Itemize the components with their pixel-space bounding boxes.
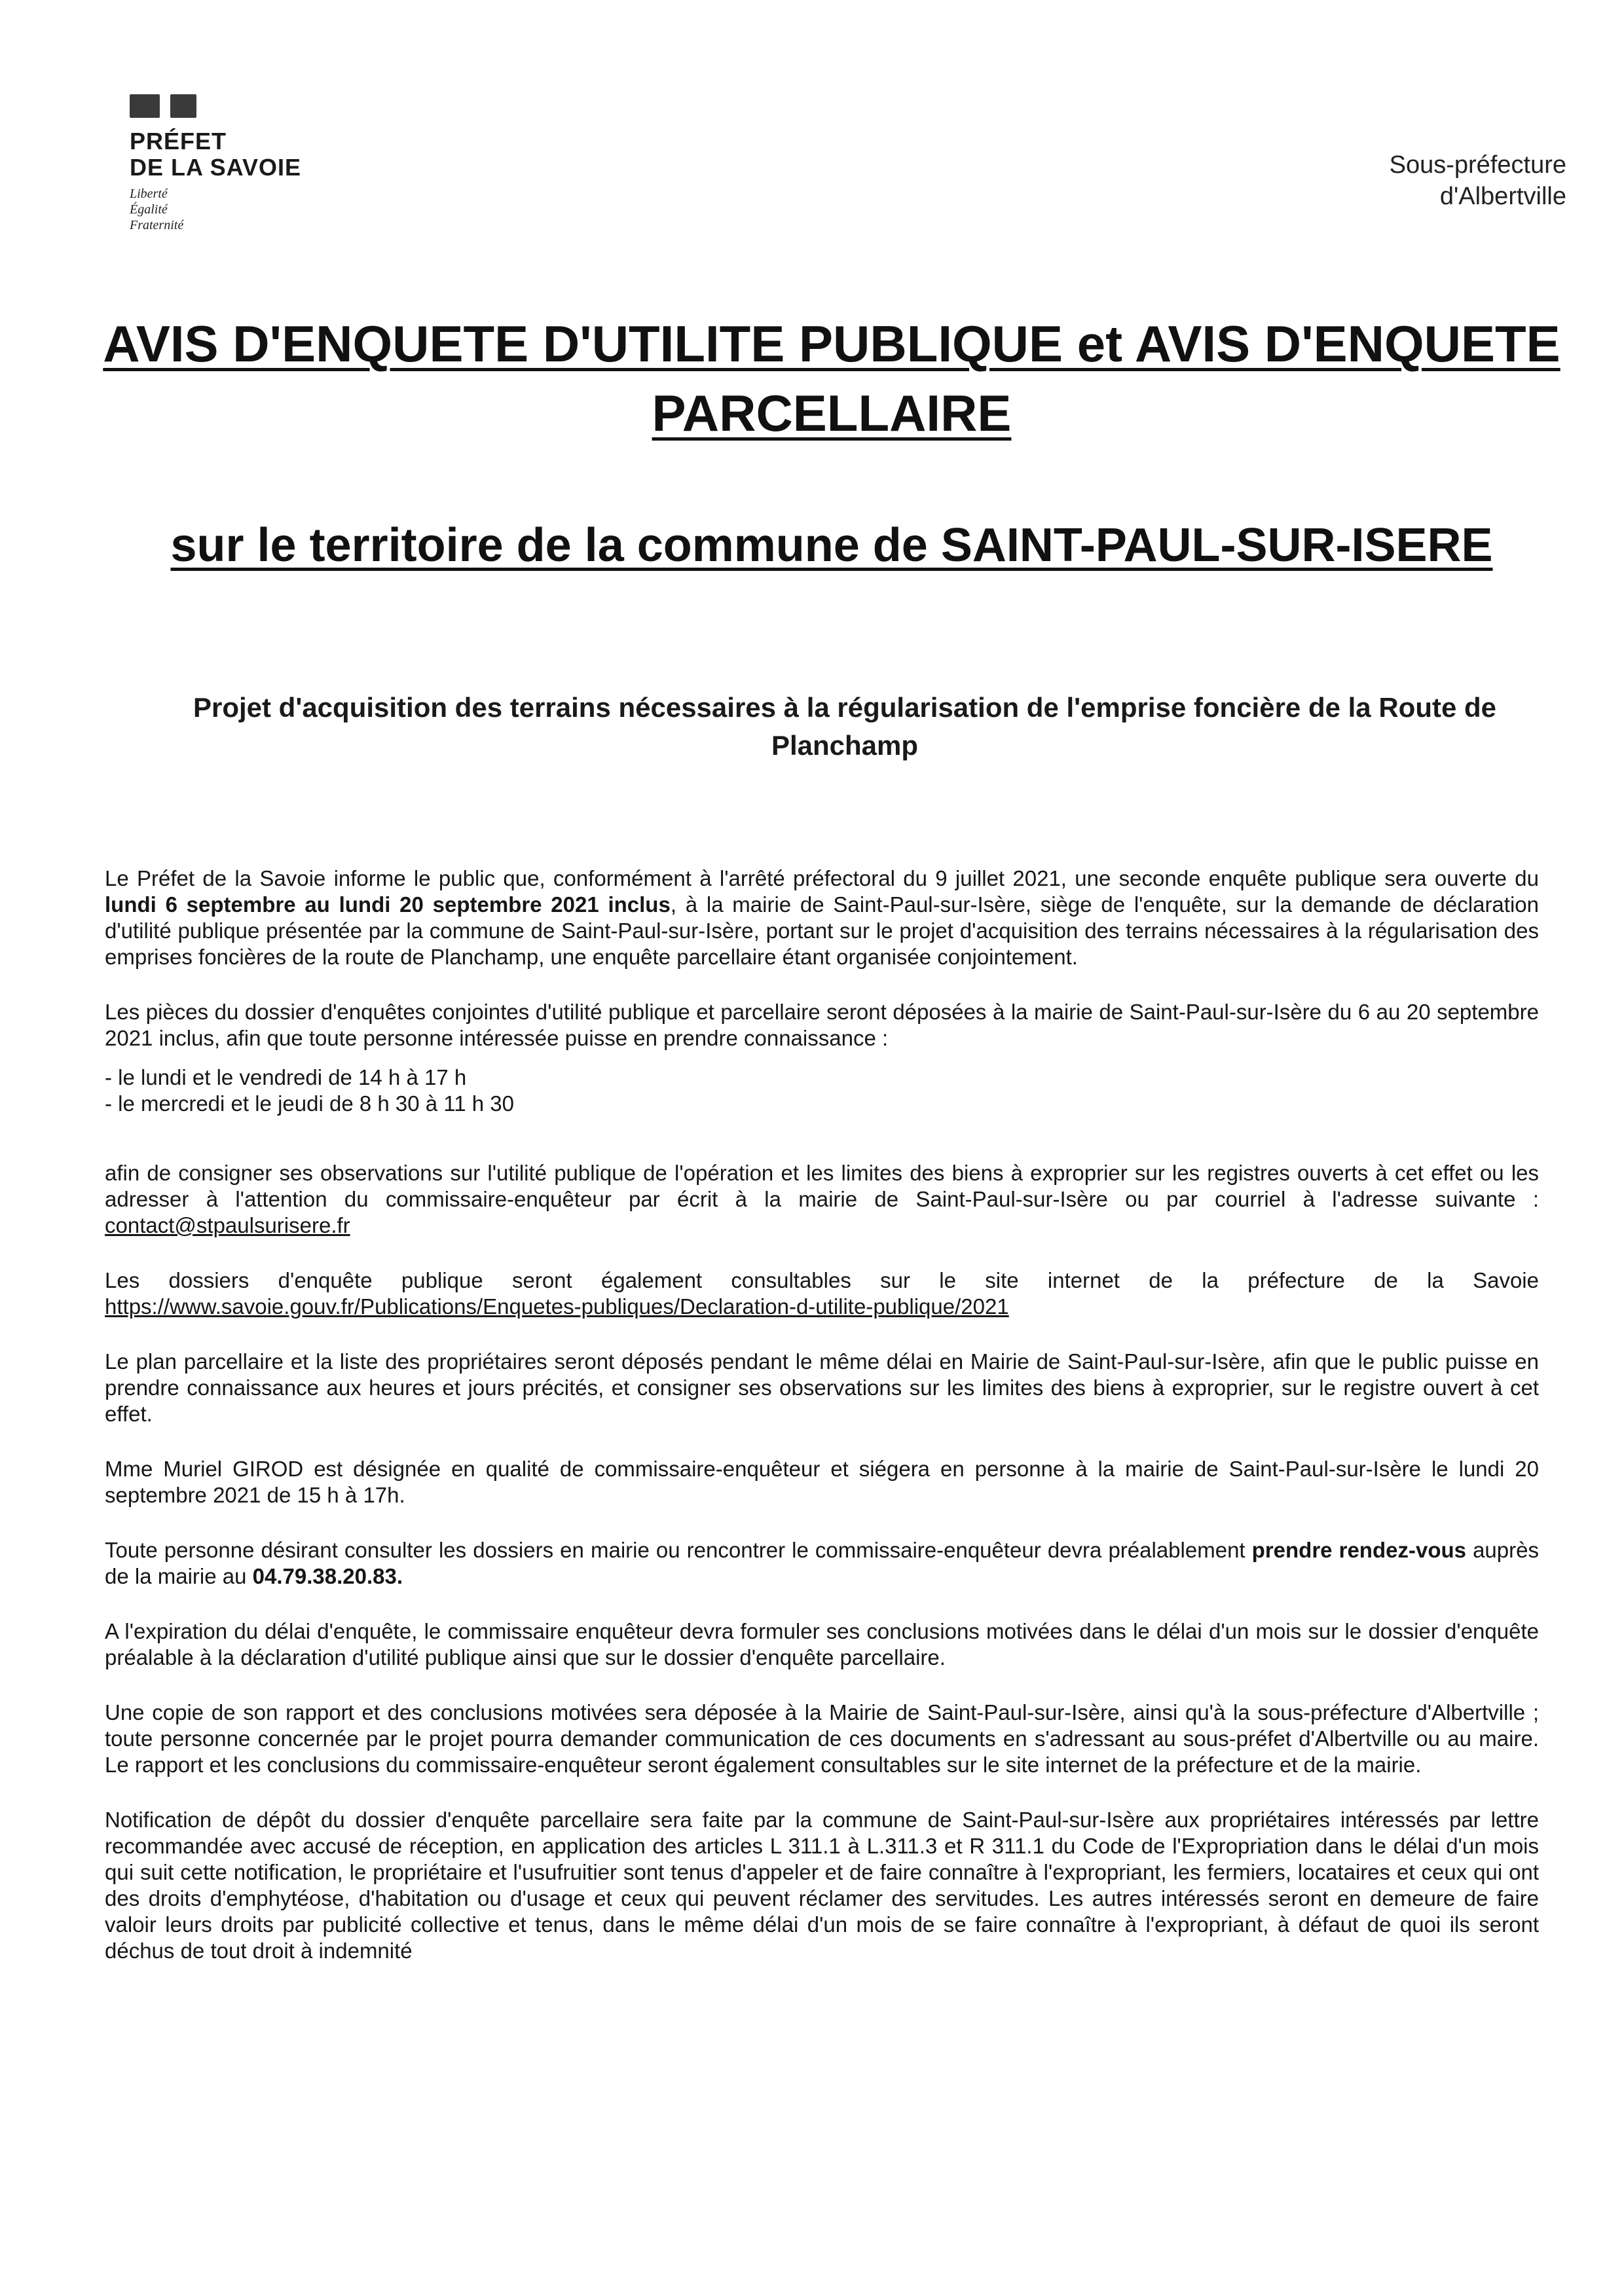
inquiry-dates: lundi 6 septembre au lundi 20 septembre 2021 inclus: [105, 892, 671, 917]
notice-subtitle: sur le territoire de la commune de SAINT-PAUL-SUR-ISERE: [170, 519, 1493, 572]
prefecture-url-link[interactable]: https://www.savoie.gouv.fr/Publications/Enquetes-publiques/Declaration-d-utilite-publique/2021: [105, 1294, 1009, 1319]
republic-motto: [130, 186, 301, 233]
motto-fraternite: Fraternité: [130, 218, 184, 232]
marianne-logo-icon: [130, 90, 202, 120]
sous-prefecture-line-2: d'Albertville: [1439, 183, 1566, 210]
institution-line-1: PRÉFET: [130, 128, 227, 155]
prefet-logo-block: [130, 90, 301, 233]
paragraph-commissaire: Mme Muriel GIROD est désignée en qualité de commissaire-enquêteur et siégera en personne à la mairie de Saint-Paul-sur-Isère le lundi 20 septembre 2021 de 15 h à 17h.: [105, 1457, 1539, 1507]
notice-main-title: AVIS D'ENQUETE D'UTILITE PUBLIQUE et AVIS D'ENQUETE PARCELLAIRE: [103, 315, 1560, 442]
opening-hours-list: [105, 1065, 1539, 1117]
contact-email-link[interactable]: contact@stpaulsurisere.fr: [105, 1213, 350, 1237]
paragraph-observations: afin de consigner ses observations sur l'utilité publique de l'opération et les limites des biens à exproprier sur les registres ouverts à cet effet ou les adresser à l'attention du commissaire-enquêteur par écrit à la mairie de Saint-Paul-sur-Isère ou par courriel à l'adresse suivante : contact@stpaulsurisere.fr: [105, 1161, 1539, 1237]
list-item: - le mercredi et le jeudi de 8 h 30 à 11 h 30: [105, 1091, 514, 1116]
motto-egalite: Égalité: [130, 202, 168, 217]
list-item: - le lundi et le vendredi de 14 h à 17 h: [105, 1065, 467, 1089]
paragraph-expiration: A l'expiration du délai d'enquête, le commissaire enquêteur devra formuler ses conclusions motivées dans le délai d'un mois sur le dossier d'enquête préalable à la déclaration d'utilité publique ainsi que sur le dossier d'enquête parcellaire.: [105, 1619, 1539, 1669]
institution-name: [130, 128, 301, 181]
paragraph-dossier: Les pièces du dossier d'enquêtes conjointes d'utilité publique et parcellaire seront déposées à la mairie de Saint-Paul-sur-Isère du 6 au 20 septembre 2021 inclus, afin que toute personne intéressée puisse en prendre connaissance :: [105, 1000, 1539, 1050]
paragraph-rendez-vous: Toute personne désirant consulter les dossiers en mairie ou rencontrer le commissaire-enquêteur devra préalablement prendre rendez-vous auprès de la mairie au 04.79.38.20.83.: [105, 1538, 1539, 1588]
mairie-phone: 04.79.38.20.83.: [252, 1564, 403, 1588]
sous-prefecture-label: [1173, 149, 1566, 212]
paragraph-plan-parcellaire: Le plan parcellaire et la liste des propriétaires seront déposés pendant le même délai en Mairie de Saint-Paul-sur-Isère, afin que le public puisse en prendre connaissance aux heures et jours précités, et consigner ses observations sur les limites des biens à exproprier, sur le registre ouvert à cet effet.: [105, 1349, 1539, 1426]
project-title: Projet d'acquisition des terrains nécessaires à la régularisation de l'emprise foncière de la Route de Planchamp: [193, 692, 1497, 761]
paragraph-notification: Notification de dépôt du dossier d'enquête parcellaire sera faite par la commune de Saint-Paul-sur-Isère aux propriétaires intéressés par lettre recommandée avec accusé de réception, en application des articles L 311.1 à L.311.3 et R 311.1 du Code de l'Expropriation dans le délai d'un mois qui suit cette notification, le propriétaire et l'usufruitier sont tenus d'appeler et de faire connaître à l'expropriant, les fermiers, locataires et ceux qui ont des droits d'emphytéose, d'habitation ou d'usage et ceux qui peuvent réclamer des servitudes. Les autres intéressés seront en demeure de faire valoir leurs droits par publicité collective et tenus, dans le même délai d'un mois de se faire connaître à l'expropriant, à défaut de quoi ils seront déchus de tout droit à indemnité: [105, 1808, 1539, 1963]
motto-liberte: Liberté: [130, 187, 168, 201]
paragraph-rapport: Une copie de son rapport et des conclusions motivées sera déposée à la Mairie de Saint-Paul-sur-Isère, ainsi qu'à la sous-préfecture d'Albertville ; toute personne concernée par le projet pourra demander communication de ces documents en s'adressant au sous-préfet d'Albertville ou au maire. Le rapport et les conclusions du commissaire-enquêteur seront également consultables sur le site internet de la préfecture et de la mairie.: [105, 1700, 1539, 1777]
paragraph-website: Les dossiers d'enquête publique seront également consultables sur le site internet de la préfecture de la Savoie https://www.savoie.gouv.fr/Publications/Enquetes-publiques/Declaration-d-utilite-publique/2021: [105, 1268, 1539, 1319]
institution-line-2: DE LA SAVOIE: [130, 154, 302, 181]
sous-prefecture-line-1: Sous-préfecture: [1389, 151, 1566, 179]
paragraph-intro: Le Préfet de la Savoie informe le public que, conformément à l'arrêté préfectoral du 9 juillet 2021, une seconde enquête publique sera ouverte du lundi 6 septembre au lundi 20 septembre 2021 inclus, à la mairie de Saint-Paul-sur-Isère, siège de l'enquête, sur la demande de déclaration d'utilité publique présentée par la commune de Saint-Paul-sur-Isère, portant sur le projet d'acquisition des terrains nécessaires à la régularisation des emprises foncières de la route de Planchamp, une enquête parcellaire étant organisée conjointement.: [105, 866, 1539, 969]
notice-body: [105, 866, 1539, 1993]
